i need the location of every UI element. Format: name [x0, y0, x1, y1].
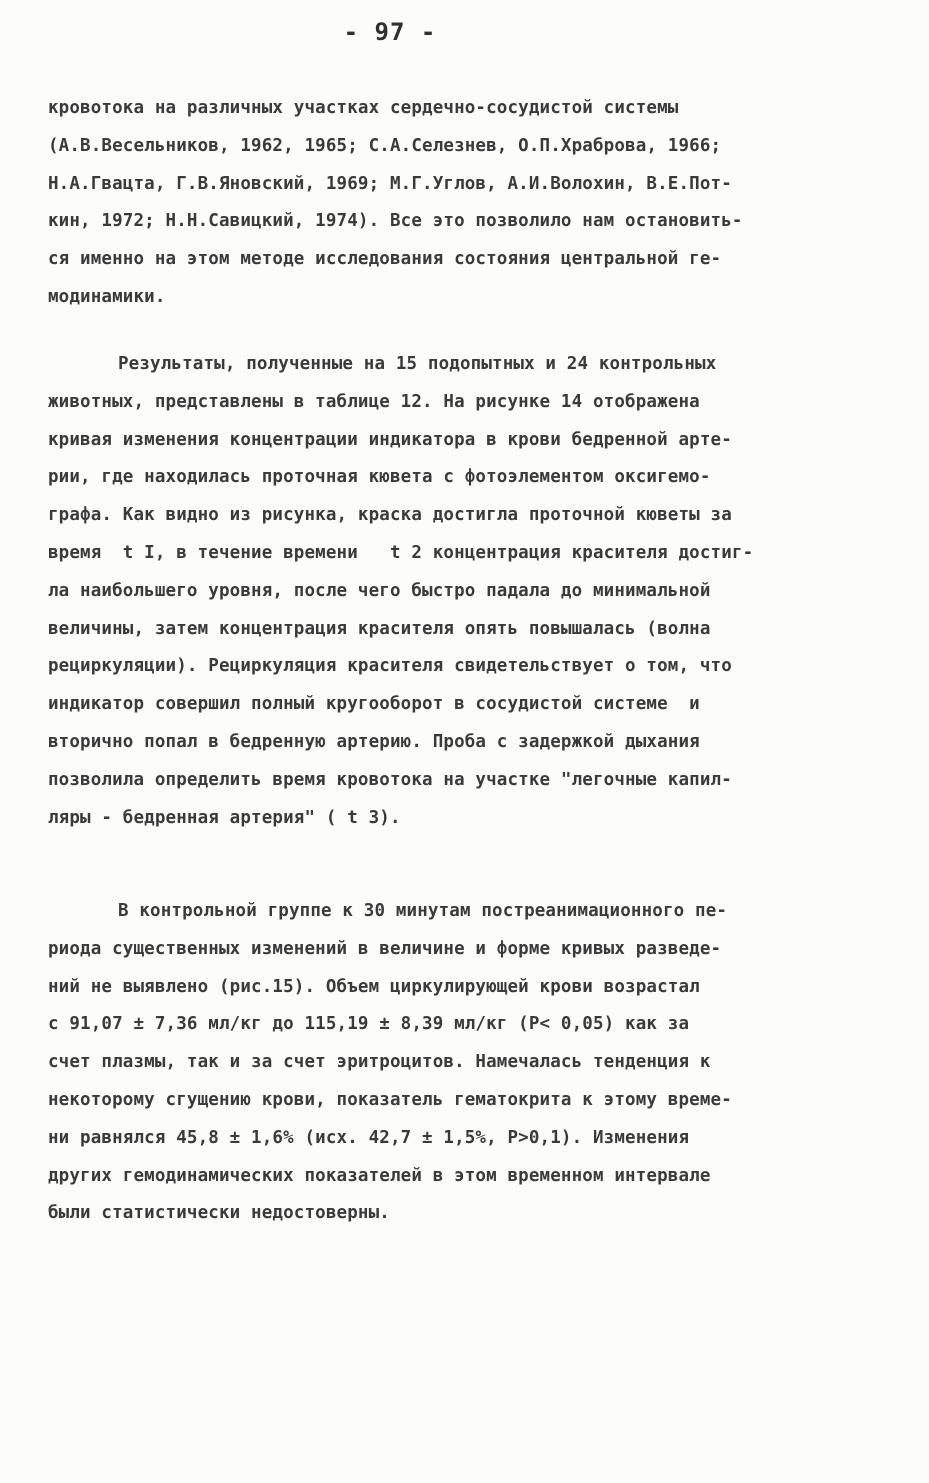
text-line: Результаты, полученные на 15 подопытных и 24 контрольных [118, 354, 717, 374]
text-line: ся именно на этом методе исследования состояния центральной ге- [48, 249, 722, 270]
text-line: В контрольной группе к 30 минутам постреанимационного пе- [118, 901, 728, 921]
text-line: с 91,07 ± 7,36 мл/кг до 115,19 ± 8,39 мл/кг (Р< 0,05) как за [48, 1014, 690, 1035]
text-line: индикатор совершил полный кругооборот в сосудистой системе и [48, 694, 700, 715]
text-line: графа. Как видно из рисунка, краска достигла проточной кюветы за [48, 505, 732, 526]
paragraph-1 [48, 90, 878, 317]
text-line: Н.А.Гвацта, Г.В.Яновский, 1969; М.Г.Углов, А.И.Волохин, В.Е.Пот- [48, 173, 732, 194]
page-number: - 97 - [343, 18, 437, 46]
text-line: кровотока на различных участках сердечно-сосудистой системы [48, 98, 679, 118]
text-line: позволила определить время кровотока на участке "легочные капил- [48, 769, 732, 790]
text-line: кривая изменения концентрации индикатора в крови бедренной арте- [48, 429, 732, 450]
text-line: вторично попал в бедренную артерию. Проба с задержкой дыхания [48, 731, 700, 752]
text-line: величины, затем концентрация красителя опять повышалась (волна [48, 618, 711, 639]
paragraph-2 [48, 346, 878, 837]
paragraph-3 [48, 893, 878, 1233]
text-line: ла наибольшего уровня, после чего быстро падала до минимальной [48, 580, 711, 601]
text-line: ни равнялся 45,8 ± 1,6% (исх. 42,7 ± 1,5%, Р>0,1). Изменения [48, 1127, 690, 1148]
text-line: животных, представлены в таблице 12. На рисунке 14 отображена [48, 391, 700, 412]
text-line: риода существенных изменений в величине и форме кривых разведе- [48, 938, 722, 959]
text-line: модинамики. [48, 286, 166, 307]
text-line: счет плазмы, так и за счет эритроцитов. Намечалась тенденция к [48, 1052, 711, 1073]
text-line: время t I, в течение времени t 2 концентрация красителя достиг- [48, 542, 754, 563]
text-line: рии, где находилась проточная кювета с фотоэлементом оксигемо- [48, 467, 711, 488]
text-line: ляры - бедренная артерия" ( t 3). [48, 807, 401, 828]
text-line: некоторому сгущению крови, показатель гематокрита к этому време- [48, 1089, 732, 1110]
text-line: (А.В.Весельников, 1962, 1965; С.А.Селезнев, О.П.Храброва, 1966; [48, 135, 722, 156]
text-line: были статистически недостоверны. [48, 1203, 390, 1224]
text-line: ний не выявлено (рис.15). Объем циркулирующей крови возрастал [48, 976, 700, 997]
text-line: кин, 1972; Н.Н.Савицкий, 1974). Все это позволило нам остановить- [48, 211, 743, 232]
text-line: рециркуляции). Рециркуляция красителя свидетельствует о том, что [48, 656, 732, 677]
text-line: других гемодинамических показателей в этом временном интервале [48, 1165, 711, 1186]
